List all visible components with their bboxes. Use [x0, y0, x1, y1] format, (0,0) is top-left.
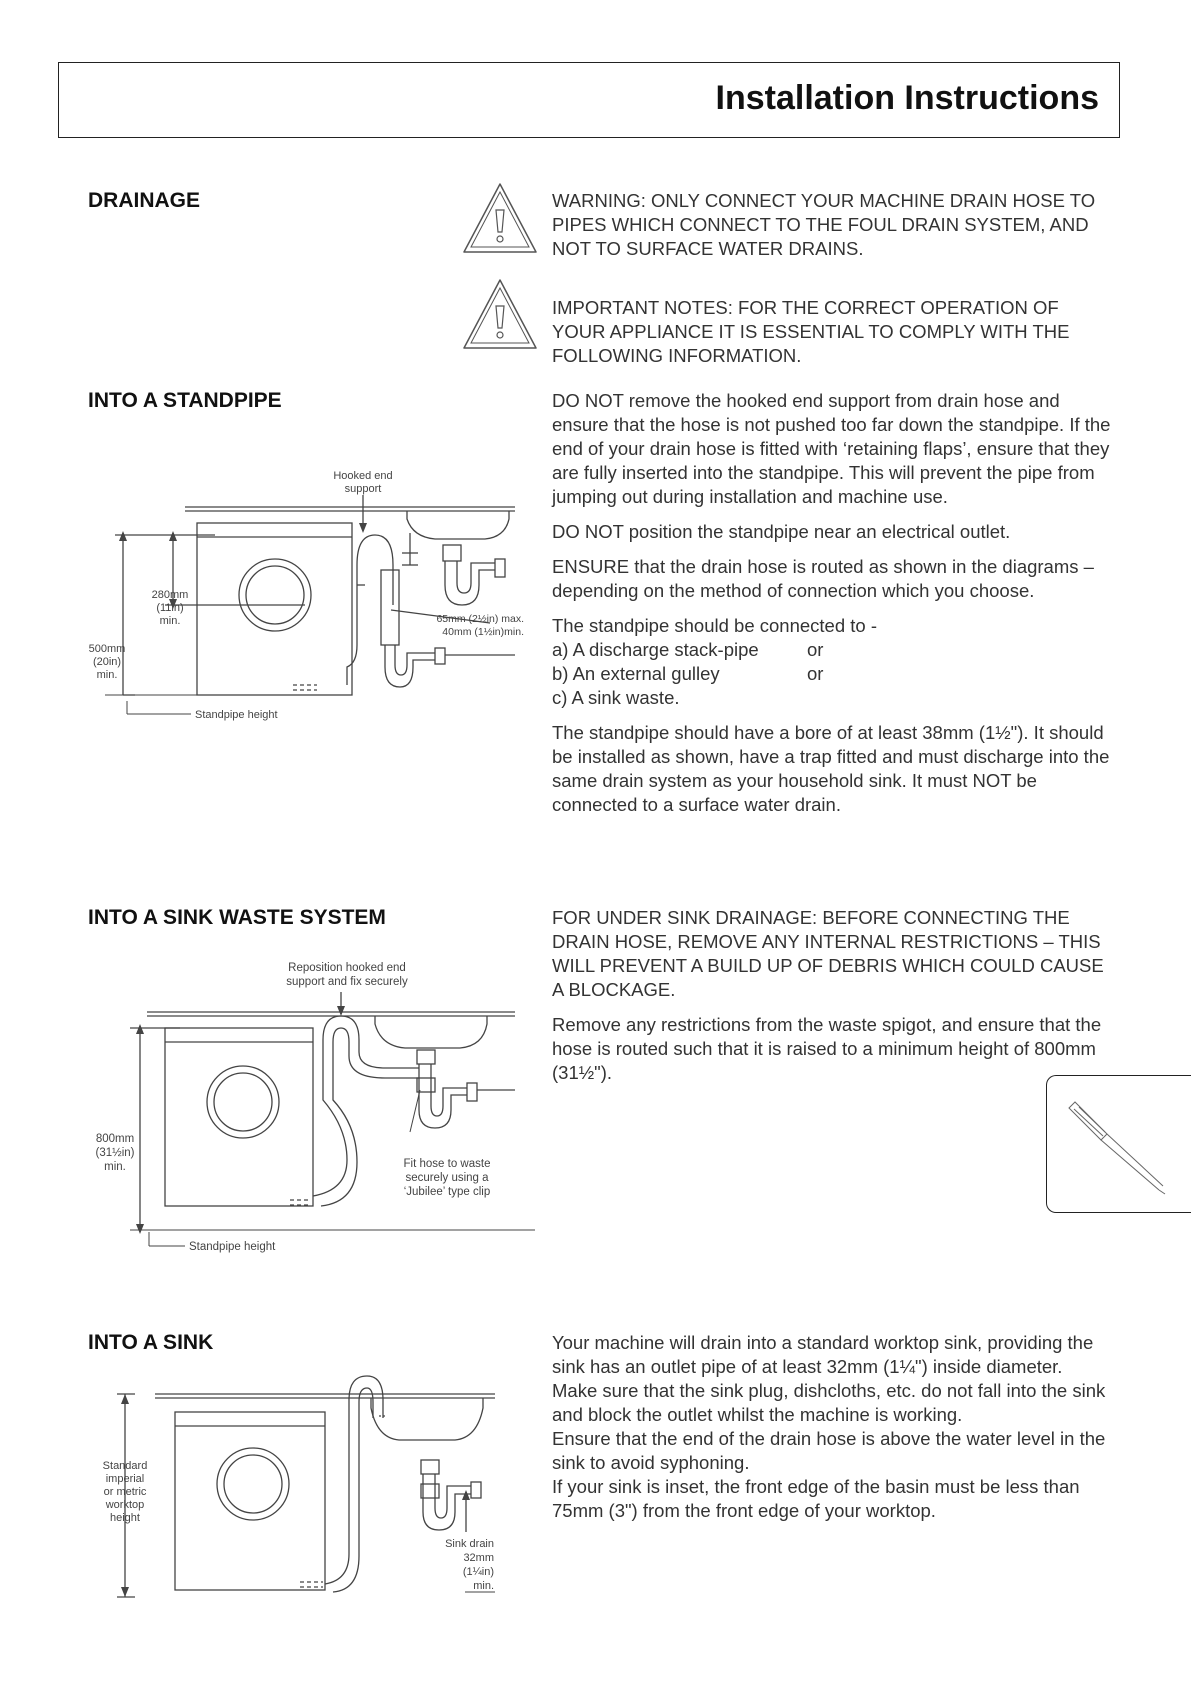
hooked-end-label: support [344, 483, 382, 495]
sink-drain-label: 32mm [463, 1552, 494, 1564]
page-title: Installation Instructions [715, 79, 1099, 117]
sink-drain-label: Sink drain [445, 1538, 494, 1550]
dimension-label: min. [159, 615, 181, 627]
option-suffix: or [807, 639, 824, 660]
sink-waste-diagram [85, 950, 535, 1253]
dimension-label: 40mm (1½in)min. [442, 626, 524, 638]
standpipe-diagram [88, 455, 535, 735]
header-box [58, 62, 1120, 138]
fit-hose-label: securely using a [405, 1172, 489, 1184]
drainage-heading: DRAINAGE [88, 189, 201, 212]
dimension-label: 500mm [88, 643, 126, 655]
fit-hose-label: Fit hose to waste [403, 1158, 491, 1170]
reposition-label: Reposition hooked end [288, 962, 406, 974]
sink-heading: INTO A SINK [88, 1331, 214, 1354]
dimension-label: min. [96, 669, 118, 681]
list-item [552, 686, 1112, 710]
option-text: b) An external gulley [552, 663, 720, 684]
standpipe-para-2: DO NOT position the standpipe near an electrical outlet. [552, 521, 1011, 542]
screwdriver-icon [1065, 1098, 1175, 1198]
dimension-label: (20in) [92, 656, 122, 668]
sink-drain-label: (1¼in) [462, 1566, 494, 1578]
sink-diagram [95, 1372, 535, 1607]
standpipe-options-intro: The standpipe should be connected to - [552, 615, 878, 636]
dimension-label: 65mm (2½in) max. [436, 613, 524, 625]
standpipe-para-3: ENSURE that the drain hose is routed as shown in the diagrams – depending on the method of connection which you choose. [552, 556, 1094, 601]
important-notes-text: IMPORTANT NOTES: FOR THE CORRECT OPERATION OF YOUR APPLIANCE IT IS ESSENTIAL TO COMPLY WITH THE FOLLOWING INFORMATION. [552, 297, 1070, 366]
sink-text [552, 1331, 1112, 1523]
dimension-label: (31½in) [95, 1147, 135, 1159]
sink-para-2: Make sure that the sink plug, dishcloths, etc. do not fall into the sink and block the outlet whilst the machine is working. [552, 1380, 1106, 1425]
standpipe-options [552, 614, 1112, 710]
worktop-height-label: worktop [105, 1499, 145, 1511]
standpipe-para-1: DO NOT remove the hooked end support from drain hose and ensure that the hose is not pushed too far down the standpipe. If the end of your drain hose is fitted with ‘retaining flaps’, ensure that they are fully inserted into the standpipe. This will prevent the pipe from jumping out during installation and machine use. [552, 390, 1111, 507]
sink-waste-text [552, 906, 1112, 1085]
option-text: a) A discharge stack-pipe [552, 639, 759, 660]
dimension-label: 280mm [151, 589, 189, 601]
standpipe-heading: INTO A STANDPIPE [88, 389, 282, 412]
standpipe-text [552, 389, 1112, 817]
sink-waste-heading: INTO A SINK WASTE SYSTEM [88, 906, 386, 929]
fit-hose-label: ‘Jubilee’ type clip [403, 1186, 491, 1198]
warning-triangle-icon [460, 180, 540, 258]
hooked-end-label: Hooked end [333, 470, 393, 482]
dimension-label: 800mm [95, 1133, 135, 1145]
dimension-label: (11in) [156, 602, 184, 614]
tool-box [1046, 1075, 1191, 1213]
standpipe-height-label: Standpipe height [189, 1241, 276, 1253]
option-text: c) A sink waste. [552, 687, 680, 708]
standpipe-height-label: Standpipe height [195, 709, 278, 721]
sink-para-3: Ensure that the end of the drain hose is above the water level in the sink to avoid syphoning. [552, 1428, 1106, 1473]
worktop-height-label: Standard [102, 1460, 148, 1472]
worktop-height-label: imperial [105, 1473, 145, 1485]
list-item [552, 638, 1112, 662]
warning-text: WARNING: ONLY CONNECT YOUR MACHINE DRAIN HOSE TO PIPES WHICH CONNECT TO THE FOUL DRAIN SYSTEM, AND NOT TO SURFACE WATER DRAINS. [552, 190, 1096, 259]
standpipe-para-5: The standpipe should have a bore of at least 38mm (1½"). It should be installed as shown, have a trap fitted and must discharge into the same drain system as your household sink. It must NOT be connected to a surface water drain. [552, 722, 1110, 815]
dimension-label: min. [104, 1161, 126, 1173]
sink-para-4: If your sink is inset, the front edge of the basin must be less than 75mm (3") from the front edge of your worktop. [552, 1476, 1080, 1521]
sink-drain-label: min. [473, 1580, 494, 1592]
list-item [552, 662, 1112, 686]
sink-para-1: Your machine will drain into a standard worktop sink, providing the sink has an outlet pipe of at least 32mm (1¼") inside diameter. [552, 1332, 1094, 1377]
reposition-label: support and fix securely [286, 976, 408, 988]
worktop-height-label: or metric [103, 1486, 147, 1498]
warning-triangle-icon [460, 276, 540, 354]
sink-waste-para-2: Remove any restrictions from the waste spigot, and ensure that the hose is routed such that it is raised to a minimum height of 800mm (31½"). [552, 1014, 1102, 1083]
worktop-height-label: height [110, 1512, 140, 1524]
sink-waste-para-1: FOR UNDER SINK DRAINAGE: BEFORE CONNECTING THE DRAIN HOSE, REMOVE ANY INTERNAL RESTRICTIONS – THIS WILL PREVENT A BUILD UP OF DEBRIS WHICH COULD CAUSE A BLOCKAGE. [552, 907, 1104, 1000]
option-suffix: or [807, 663, 824, 684]
